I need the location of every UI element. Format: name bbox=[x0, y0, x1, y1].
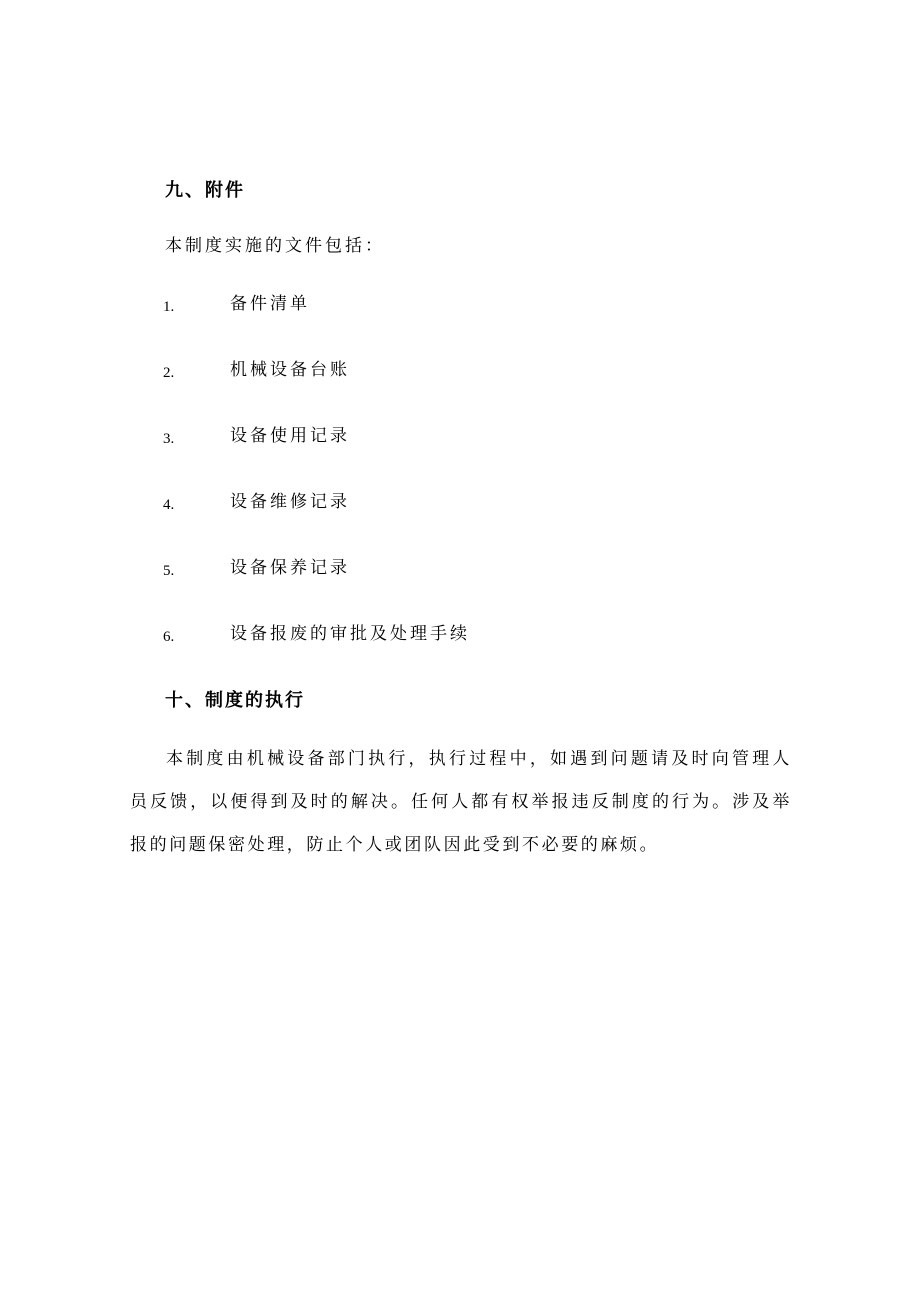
section-heading-attachments: 九、附件 bbox=[165, 180, 245, 201]
list-item bbox=[163, 292, 663, 358]
list-item-text: 设备保养记录 bbox=[230, 558, 350, 578]
attachments-list bbox=[163, 292, 663, 688]
list-item-number: 6. bbox=[163, 629, 175, 645]
list-item-text: 备件清单 bbox=[230, 294, 310, 314]
list-item-number: 5. bbox=[163, 563, 175, 579]
list-item bbox=[163, 622, 663, 688]
list-item-number: 1. bbox=[163, 299, 175, 315]
execution-paragraph: 本制度由机械设备部门执行，执行过程中，如遇到问题请及时向管理人员反馈，以便得到及时的解决。任何人都有权举报违反制度的行为。涉及举报的问题保密处理，防止个人或团队因此受到不必要的麻烦。 bbox=[130, 749, 792, 855]
list-item-number: 4. bbox=[163, 497, 175, 513]
list-item bbox=[163, 424, 663, 490]
list-item-text: 设备报废的审批及处理手续 bbox=[230, 624, 470, 644]
section-heading-execution: 十、制度的执行 bbox=[165, 690, 305, 711]
list-item-number: 3. bbox=[163, 431, 175, 447]
list-item bbox=[163, 490, 663, 556]
list-item-text: 设备维修记录 bbox=[230, 492, 350, 512]
list-item-text: 设备使用记录 bbox=[230, 426, 350, 446]
list-item-number: 2. bbox=[163, 365, 175, 381]
list-item bbox=[163, 556, 663, 622]
list-item bbox=[163, 358, 663, 424]
list-item-text: 机械设备台账 bbox=[230, 360, 350, 380]
attachments-intro: 本制度实施的文件包括： bbox=[165, 236, 385, 256]
